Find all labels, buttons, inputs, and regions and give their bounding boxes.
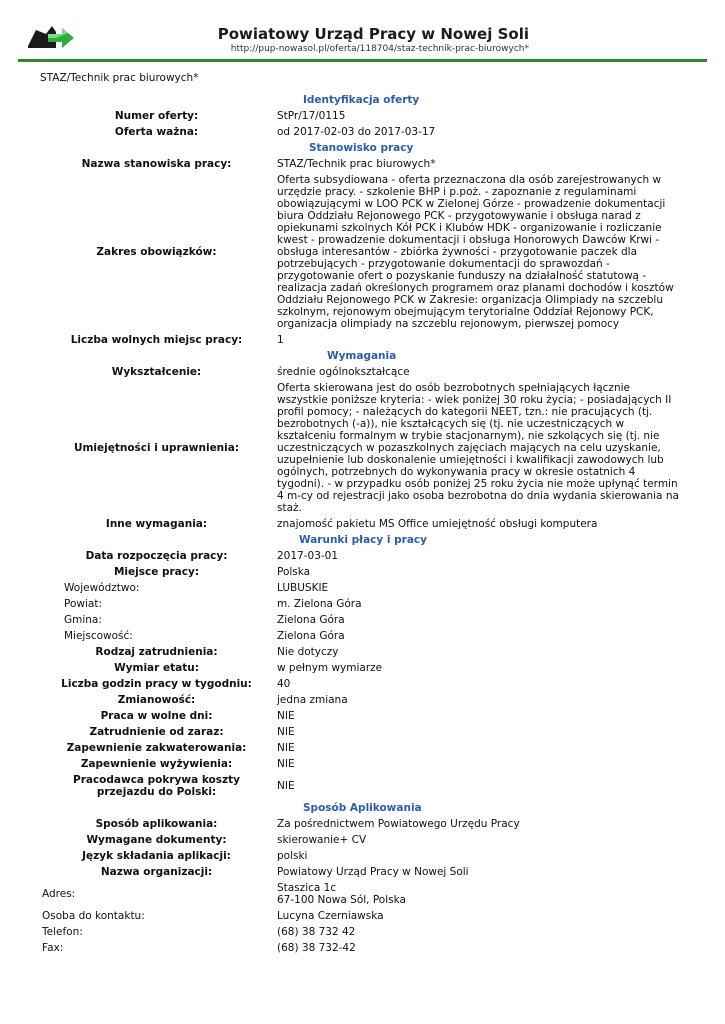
- row-woj: [40, 580, 688, 596]
- row-miejsce: [40, 564, 688, 580]
- section-identyfikacja: Identyfikacja oferty: [303, 94, 420, 106]
- label-wazna: Oferta ważna:: [114, 126, 199, 138]
- row-jezyk: [40, 848, 688, 864]
- row-osoba: [40, 908, 688, 924]
- row-wymiar: [40, 660, 688, 676]
- row-inne: [40, 516, 688, 532]
- value-telefon: (68) 38 732 42: [277, 926, 356, 938]
- label-miejscowosc: Miejscowość:: [64, 630, 133, 642]
- row-zmianowosc: [40, 692, 688, 708]
- label-jezyk: Język składania aplikacji:: [82, 850, 231, 862]
- row-numer: [40, 108, 688, 124]
- value-zakwaterowanie: NIE: [277, 742, 295, 754]
- label-gmina: Gmina:: [64, 614, 102, 626]
- label-dokumenty: Wymagane dokumenty:: [86, 834, 227, 846]
- value-rodzaj: Nie dotyczy: [277, 646, 339, 658]
- value-miejscowosc: Zielona Góra: [277, 630, 345, 642]
- pup-logo-icon: [26, 22, 76, 54]
- row-miejscowosc: [40, 628, 688, 644]
- value-miejsca: 1: [277, 334, 284, 346]
- label-wojewodztwo: Województwo:: [64, 582, 140, 594]
- value-data: 2017-03-01: [277, 550, 339, 562]
- label-godziny: Liczba godzin pracy w tygodniu:: [61, 678, 252, 690]
- label-osoba: Osoba do kontaktu:: [42, 910, 145, 922]
- value-wazna: od 2017-02-03 do 2017-03-17: [277, 126, 436, 138]
- label-koszty: Pracodawca pokrywa koszty przejazdu do Polski:: [73, 774, 240, 798]
- label-wyzywienie: Zapewnienie wyżywienia:: [80, 758, 233, 770]
- section-aplikowanie: Sposób Aplikowania: [303, 802, 422, 814]
- label-zmianowosc: Zmianowość:: [117, 694, 196, 706]
- row-koszty: [40, 772, 688, 800]
- value-odzaraz: NIE: [277, 726, 295, 738]
- row-wyksztalcenie: [40, 364, 688, 380]
- adres-line2: 67-100 Nowa Sól, Polska: [277, 894, 406, 906]
- value-fax: (68) 38 732-42: [277, 942, 356, 954]
- row-organizacja: [40, 864, 688, 880]
- section-warunki: Warunki płacy i pracy: [299, 534, 427, 546]
- row-telefon: [40, 924, 688, 940]
- label-nazwa: Nazwa stanowiska pracy:: [81, 158, 232, 170]
- label-wolne: Praca w wolne dni:: [100, 710, 213, 722]
- row-umiejetnosci: [40, 380, 688, 516]
- adres-line1: Staszica 1c: [277, 882, 337, 894]
- label-wymiar: Wymiar etatu:: [114, 662, 199, 674]
- row-sposob: [40, 816, 688, 832]
- row-miejsca: [40, 332, 688, 348]
- section-wymagania: Wymagania: [327, 350, 397, 362]
- value-wymiar: w pełnym wymiarze: [277, 662, 383, 674]
- label-powiat: Powiat:: [64, 598, 102, 610]
- breadcrumb: STAZ/Technik prac biurowych*: [40, 72, 199, 84]
- value-osoba: Lucyna Czerniawska: [277, 910, 384, 922]
- label-wyksztalcenie: Wykształcenie:: [111, 366, 202, 378]
- row-dokumenty: [40, 832, 688, 848]
- row-fax: [40, 940, 688, 956]
- row-wazna: [40, 124, 688, 140]
- value-dokumenty: skierowanie+ CV: [277, 834, 367, 846]
- site-title: Powiatowy Urząd Pracy w Nowej Soli: [217, 25, 529, 43]
- value-wyksztalcenie: średnie ogólnokształcące: [277, 366, 410, 378]
- value-inne: znajomość pakietu MS Office umiejętność obsługi komputera: [277, 518, 598, 530]
- label-miejsce: Miejsce pracy:: [113, 566, 200, 578]
- row-data: [40, 548, 688, 564]
- value-wyzywienie: NIE: [277, 758, 295, 770]
- label-fax: Fax:: [42, 942, 64, 954]
- value-godziny: 40: [277, 678, 291, 690]
- row-gmina: [40, 612, 688, 628]
- label-umiejetnosci: Umiejętności i uprawnienia:: [73, 442, 240, 454]
- offer-table: [40, 92, 688, 956]
- label-odzaraz: Zatrudnienie od zaraz:: [89, 726, 224, 738]
- row-nazwa: [40, 156, 688, 172]
- row-powiat: [40, 596, 688, 612]
- value-miejsce: Polska: [277, 566, 311, 578]
- label-zakres: Zakres obowiązków:: [96, 246, 217, 258]
- row-wolne: [40, 708, 688, 724]
- value-jezyk: polski: [277, 850, 308, 862]
- page-url[interactable]: http://pup-nowasol.pl/oferta/118704/staz-technik-prac-biurowych*: [230, 44, 529, 54]
- row-rodzaj: [40, 644, 688, 660]
- row-adres: [40, 880, 688, 908]
- value-sposob: Za pośrednictwem Powiatowego Urzędu Pracy: [277, 818, 520, 830]
- label-miejsca: Liczba wolnych miejsc pracy:: [70, 334, 243, 346]
- label-sposob: Sposób aplikowania:: [95, 818, 218, 830]
- label-organizacja: Nazwa organizacji:: [100, 866, 213, 878]
- label-numer: Numer oferty:: [114, 110, 199, 122]
- row-godziny: [40, 676, 688, 692]
- row-zakwaterowanie: [40, 740, 688, 756]
- value-zakres: Oferta subsydiowana - oferta przeznaczona dla osób zarejestrowanych w urzędzie pracy. - szkolenie BHP i p.poż. - zapoznanie z regulaminami obowiązującymi w LOO PCK w Zielonej Górze - prowadzenie dokumentacji biura Oddziału Rejonowego PCK - przygotowywanie i obsługa narad z opiekunami szkolnych Kół PCK i Klubów HDK - organizowanie i rozliczanie kwest - prowadzenie dokumentacji i obsługa Honorowych Dawców Krwi - obsługa interesantów - zbiórka żywności - przygotowanie paczek dla potrzebujących - przygotowanie dokumentacji do sprawozdań - przygotowanie ofert o pozyskanie funduszy na działalność statutową - realizacja zadań określonych programem oraz planami dochodów i kosztów Oddziału Rejonowego PCK w Zakresie: organizacja Olimpiady na szczeblu szkolnym, rejonowym obejmującym terytorialne Oddział Rejonowy PCK, organizacja olimpiady na szczeblu rejonowym, pierwszej pomocy: [277, 174, 674, 330]
- row-wyzywienie: [40, 756, 688, 772]
- row-odzaraz: [40, 724, 688, 740]
- row-zakres: [40, 172, 688, 332]
- value-organizacja: Powiatowy Urząd Pracy w Nowej Soli: [277, 866, 469, 878]
- value-zmianowosc: jedna zmiana: [277, 694, 348, 706]
- value-powiat: m. Zielona Góra: [277, 598, 362, 610]
- value-gmina: Zielona Góra: [277, 614, 345, 626]
- value-wojewodztwo: LUBUSKIE: [277, 582, 329, 594]
- value-umiejetnosci: Oferta skierowana jest do osób bezrobotnych spełniających łącznie wszystkie poniższe kryteria: - wiek poniżej 30 roku życia; - posiadających II profil pomocy; - należących do kategorii NEET, tzn.: nie pracujących (tj. bezrobotnych (-a)), nie kształcących się (tj. nie uczestniczących w kształceniu formalnym w trybie stacjonarnym), nie szkolących się (tj. nie uczestniczących w pozaszkolnych zajęciach mających na celu uzyskanie, uzupełnienie lub doskonalenie umiejętności i kwalifikacji zawodowych lub ogólnych, potrzebnych do wykonywania pracy w okresie ostatnich 4 tygodni). - w przypadku osób poniżej 25 roku życia nie może upłynąć termin 4 m-cy od rejestracji jako osoba bezrobotna do dnia wydania skierowania na staż.: [277, 382, 679, 514]
- header-divider: [18, 59, 707, 62]
- value-nazwa: STAZ/Technik prac biurowych*: [277, 158, 436, 170]
- value-numer: StPr/17/0115: [277, 110, 346, 122]
- label-adres: Adres:: [42, 888, 76, 900]
- value-wolne: NIE: [277, 710, 295, 722]
- section-stanowisko: Stanowisko pracy: [309, 142, 414, 154]
- label-telefon: Telefon:: [42, 926, 83, 938]
- value-adres: [273, 880, 688, 908]
- page-header: [0, 0, 725, 66]
- label-zakwaterowanie: Zapewnienie zakwaterowania:: [66, 742, 247, 754]
- label-data: Data rozpoczęcia pracy:: [85, 550, 228, 562]
- label-rodzaj: Rodzaj zatrudnienia:: [95, 646, 218, 658]
- label-inne: Inne wymagania:: [105, 518, 208, 530]
- value-koszty: NIE: [277, 780, 295, 792]
